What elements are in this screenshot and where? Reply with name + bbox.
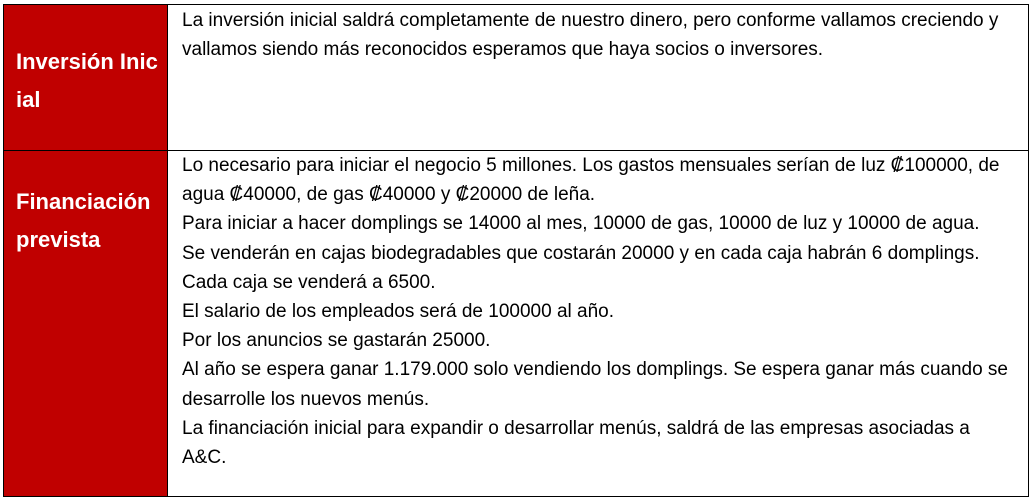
paragraph-costs: Lo necesario para iniciar el negocio 5 millones. Los gastos mensuales serían de luz ₡100000, de agua ₡40000, de gas ₡40000 y ₡20000 de leña. <box>182 155 1000 206</box>
row-content-cell <box>168 5 1029 151</box>
paragraph-production: Para iniciar a hacer domplings se 14000 al mes, 10000 de gas, 10000 de luz y 10000 de agua. <box>182 213 980 235</box>
financiacion-text <box>168 151 1028 472</box>
business-plan-table <box>3 4 1029 497</box>
row-heading-financiacion: Financiación prevista <box>16 189 151 252</box>
paragraph-revenue: Al año se espera ganar 1.179.000 solo vendiendo los domplings. Se espera ganar más cuando se desarrolle los nuevos menús. <box>182 359 1008 410</box>
table-row-financiacion <box>4 151 1029 497</box>
row-heading-cell <box>4 151 168 497</box>
row-heading-inversion: Inversión Inicial <box>16 49 158 112</box>
paragraph-salary: El salario de los empleados será de 100000 al año. <box>182 301 615 323</box>
row-heading-cell <box>4 5 168 151</box>
row-content-cell <box>168 151 1029 497</box>
paragraph-boxes: Se venderán en cajas biodegradables que costarán 20000 y en cada caja habrán 6 domplings. Cada caja se venderá a 6500. <box>182 242 980 293</box>
inversion-text: La inversión inicial saldrá completamente de nuestro dinero, pero conforme vallamos creciendo y vallamos siendo más reconocidos esperamos que haya socios o inversores. <box>182 10 999 61</box>
table-row-inversion <box>4 5 1029 151</box>
paragraph-funding: La financiación inicial para expandir o desarrollar menús, saldrá de las empresas asociadas a A&C. <box>182 417 970 469</box>
paragraph-ads: Por los anuncios se gastarán 25000. <box>182 330 491 352</box>
